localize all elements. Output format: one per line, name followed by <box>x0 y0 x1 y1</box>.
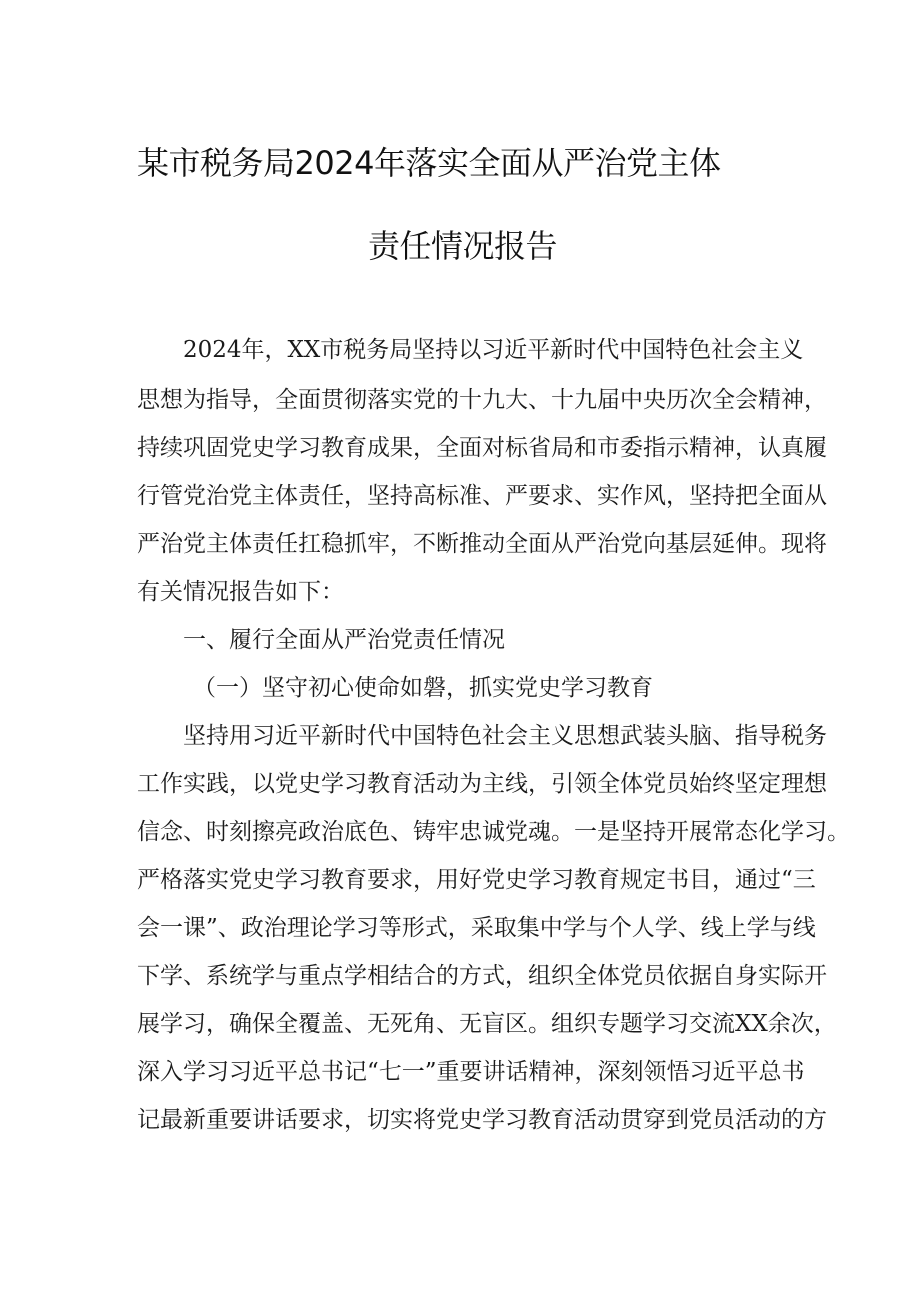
body-line: 信念、时刻擦亮政治底色、铸牢忠诚党魂。一是坚持开展常态化学习。 <box>137 819 850 845</box>
body-line: 严格落实党史学习教育要求，用好党史学习教育规定书目，通过“三 <box>137 867 816 893</box>
body-line: 记最新重要讲话要求，切实将党史学习教育活动贯穿到党员活动的方 <box>137 1107 827 1133</box>
body-line: 坚持用习近平新时代中国特色社会主义思想武装头脑、指导税务 <box>183 723 827 749</box>
document-title-line-2: 责任情况报告 <box>368 227 558 265</box>
body-line: 下学、系统学与重点学相结合的方式，组织全体党员依据自身实际开 <box>137 963 827 989</box>
body-line: 持续巩固党史学习教育成果，全面对标省局和市委指示精神，认真履 <box>137 435 827 461</box>
body-line: 会一课”、政治理论学习等形式，采取集中学与个人学、线上学与线 <box>137 915 816 941</box>
body-line: 深入学习习近平总书记“七一”重要讲话精神，深刻领悟习近平总书 <box>137 1059 805 1085</box>
body-line: 行管党治党主体责任，坚持高标准、严要求、实作风，坚持把全面从 <box>137 483 827 509</box>
body-line: 展学习，确保全覆盖、无死角、无盲区。组织专题学习交流XX余次， <box>137 1011 837 1037</box>
body-line: 2024年，XX市税务局坚持以习近平新时代中国特色社会主义 <box>183 337 804 363</box>
section-heading: 一、履行全面从严治党责任情况 <box>183 627 505 653</box>
body-line: 严治党主体责任扛稳抓牢，不断推动全面从严治党向基层延伸。现将 <box>137 531 827 557</box>
subsection-heading: （一）坚守初心使命如磐，抓实党史学习教育 <box>193 675 653 701</box>
document-title-line-1: 某市税务局2024年落实全面从严治党主体 <box>137 144 721 182</box>
body-line: 工作实践，以党史学习教育活动为主线，引领全体党员始终坚定理想 <box>137 771 827 797</box>
body-line: 思想为指导，全面贯彻落实党的十九大、十九届中央历次全会精神， <box>137 387 827 413</box>
body-line: 有关情况报告如下： <box>137 579 344 605</box>
